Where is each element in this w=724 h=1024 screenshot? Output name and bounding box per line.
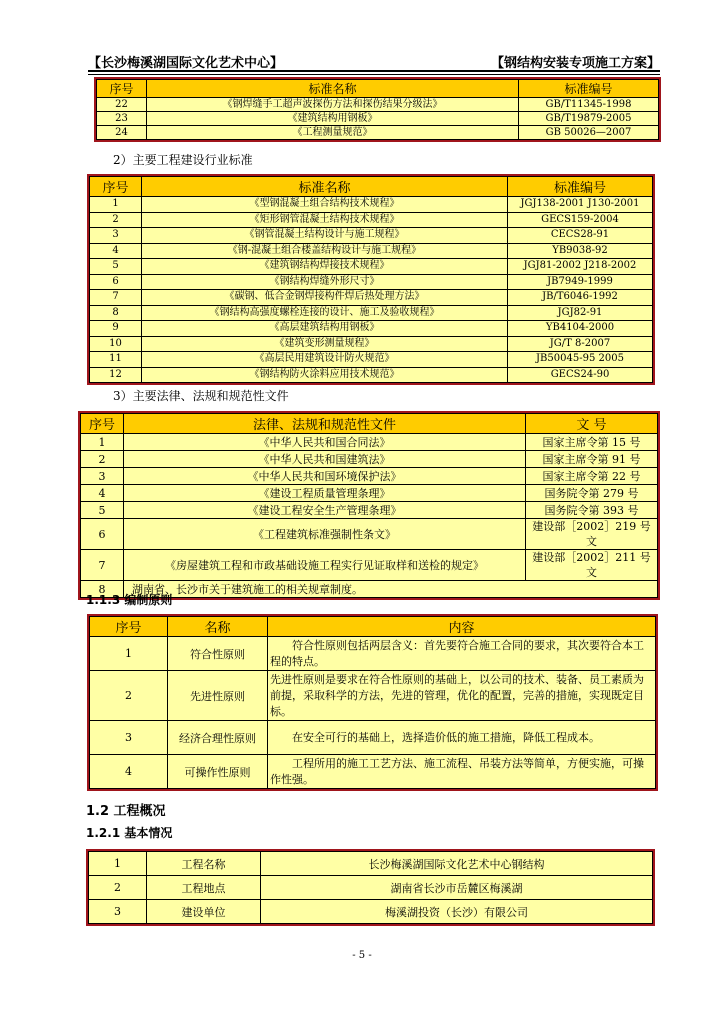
table-row (90, 290, 653, 306)
row-name: 《建筑结构用钢板》 (147, 112, 519, 126)
row-no: 6 (81, 519, 124, 550)
col-header-no: 序号 (81, 414, 124, 434)
col-header-no: 序号 (90, 177, 142, 197)
table-row (97, 112, 659, 126)
col-header-content: 内容 (268, 617, 656, 637)
row-no: 12 (90, 367, 142, 383)
row-name: 《高层民用建筑设计防火规范》 (142, 352, 508, 368)
row-document: 湖南省、长沙市关于建筑施工的相关规章制度。 (124, 581, 658, 598)
row-name: 《建筑变形测量规程》 (142, 336, 508, 352)
table-row (90, 228, 653, 244)
header-project-name: 【长沙梅溪湖国际文化艺术中心】 (88, 56, 284, 71)
row-name: 可操作性原则 (168, 755, 268, 789)
table-row (97, 126, 659, 140)
row-name: 先进性原则 (168, 671, 268, 721)
row-no: 2 (90, 212, 142, 228)
row-no: 10 (90, 336, 142, 352)
table-row (90, 212, 653, 228)
row-name: 《钢结构焊缝外形尺寸》 (142, 274, 508, 290)
row-name: 《钢结构防火涂料应用技术规范》 (142, 367, 508, 383)
row-content: 在安全可行的基础上，选择造价低的施工措施，降低工程成本。 (268, 721, 656, 755)
row-no: 2 (89, 876, 147, 900)
col-header-name: 名称 (168, 617, 268, 637)
table-row (90, 274, 653, 290)
col-header-code: 标准编号 (519, 80, 659, 98)
row-content: 工程所用的施工工艺方法、施工流程、吊装方法等简单，方便实施，可操作性强。 (268, 755, 656, 789)
table-row (90, 197, 653, 213)
col-header-name: 标准名称 (147, 80, 519, 98)
row-no: 5 (81, 502, 124, 519)
section-project-overview: 1.2 工程概况 (86, 804, 166, 819)
row-no: 5 (90, 259, 142, 275)
section-industry-standards: 2）主要工程建设行业标准 (113, 153, 253, 167)
table-row (90, 336, 653, 352)
row-code: JB7949-1999 (508, 274, 653, 290)
row-document: 《中华人民共和国合同法》 (124, 434, 526, 451)
row-code: YB9038-92 (508, 243, 653, 259)
section-basic-info: 1.2.1 基本情况 (86, 826, 173, 840)
row-value: 长沙梅溪湖国际文化艺术中心钢结构 (261, 852, 653, 876)
table-row (89, 900, 653, 924)
row-code: YB4104-2000 (508, 321, 653, 337)
row-no: 3 (81, 468, 124, 485)
row-document: 《工程建筑标准强制性条文》 (124, 519, 526, 550)
row-no: 7 (90, 290, 142, 306)
table-row (89, 876, 653, 900)
section-compilation-principles: 1.1.3 编制原则 (86, 593, 173, 607)
row-code: JGJ81-2002 J218-2002 (508, 259, 653, 275)
row-code: CECS28-91 (508, 228, 653, 244)
row-ref: 国家主席令第 91 号 (526, 451, 658, 468)
table-row (81, 502, 658, 519)
row-code: GECS159-2004 (508, 212, 653, 228)
row-name: 《钢-混凝土组合楼盖结构设计与施工规程》 (142, 243, 508, 259)
row-ref: 国务院令第 393 号 (526, 502, 658, 519)
row-no: 1 (81, 434, 124, 451)
table-row (81, 434, 658, 451)
row-no: 6 (90, 274, 142, 290)
table-row (81, 468, 658, 485)
row-code: JB50045-95 2005 (508, 352, 653, 368)
page-header (88, 52, 660, 72)
table-row (90, 352, 653, 368)
table-row (90, 321, 653, 337)
row-field: 工程名称 (147, 852, 261, 876)
principles-table (89, 616, 656, 789)
row-name: 《矩形钢管混凝土结构技术规程》 (142, 212, 508, 228)
row-ref: 国家主席令第 15 号 (526, 434, 658, 451)
col-header-no: 序号 (90, 617, 168, 637)
row-code: JGJ82-91 (508, 305, 653, 321)
row-no: 24 (97, 126, 147, 140)
row-field: 工程地点 (147, 876, 261, 900)
row-name: 经济合理性原则 (168, 721, 268, 755)
row-no: 4 (81, 485, 124, 502)
basic-info-table (88, 851, 653, 924)
row-value: 湖南省长沙市岳麓区梅溪湖 (261, 876, 653, 900)
row-name: 符合性原则 (168, 637, 268, 671)
table-row (89, 852, 653, 876)
row-code: GB 50026—2007 (519, 126, 659, 140)
table-row (90, 721, 656, 755)
header-rule (88, 74, 660, 75)
row-no: 8 (90, 305, 142, 321)
row-document: 《建设工程安全生产管理条理》 (124, 502, 526, 519)
table-row (81, 485, 658, 502)
row-no: 8 (81, 581, 124, 598)
table-row (90, 671, 656, 721)
row-no: 2 (81, 451, 124, 468)
table-row (90, 243, 653, 259)
row-code: GB/T11345-1998 (519, 98, 659, 112)
row-document: 《中华人民共和国环境保护法》 (124, 468, 526, 485)
table-row (90, 755, 656, 789)
header-document-title: 【钢结构安装专项施工方案】 (490, 56, 660, 71)
row-no: 2 (90, 671, 168, 721)
col-header-name: 标准名称 (142, 177, 508, 197)
row-field: 建设单位 (147, 900, 261, 924)
col-header-no: 序号 (97, 80, 147, 98)
row-ref: 建设部［2002］211 号文 (526, 550, 658, 581)
row-no: 1 (90, 197, 142, 213)
row-name: 《高层建筑结构用钢板》 (142, 321, 508, 337)
row-ref: 建设部［2002］219 号文 (526, 519, 658, 550)
row-document: 《房屋建筑工程和市政基础设施工程实行见证取样和送检的规定》 (124, 550, 526, 581)
row-no: 4 (90, 243, 142, 259)
row-document: 《建设工程质量管理条理》 (124, 485, 526, 502)
table-row (90, 367, 653, 383)
table-row (81, 550, 658, 581)
row-no: 3 (90, 228, 142, 244)
row-no: 7 (81, 550, 124, 581)
col-header-ref: 文 号 (526, 414, 658, 434)
row-no: 9 (90, 321, 142, 337)
page-number: - 5 - (352, 950, 372, 961)
table-row (90, 305, 653, 321)
row-document: 《中华人民共和国建筑法》 (124, 451, 526, 468)
row-content: 先进性原则是要求在符合性原则的基础上，以公司的技术、装备、员工素质为前提，采取科学的方法，先进的管理，优化的配置，完善的措施，实现既定目标。 (268, 671, 656, 721)
row-no: 22 (97, 98, 147, 112)
row-code: GB/T19879-2005 (519, 112, 659, 126)
row-name: 《碳钢、低合金钢焊接构件焊后热处理方法》 (142, 290, 508, 306)
table-row (90, 637, 656, 671)
row-no: 1 (89, 852, 147, 876)
row-no: 11 (90, 352, 142, 368)
row-name: 《钢结构高强度螺栓连接的设计、施工及验收规程》 (142, 305, 508, 321)
row-code: JGJ138-2001 J130-2001 (508, 197, 653, 213)
section-laws-regulations: 3）主要法律、法规和规范性文件 (113, 389, 289, 403)
row-code: JG/T 8-2007 (508, 336, 653, 352)
row-no: 3 (89, 900, 147, 924)
industry-standards-table (89, 176, 653, 383)
row-code: JB/T6046-1992 (508, 290, 653, 306)
table-row (90, 259, 653, 275)
col-header-code: 标准编号 (508, 177, 653, 197)
row-no: 3 (90, 721, 168, 755)
row-no: 23 (97, 112, 147, 126)
row-name: 《型钢混凝土组合结构技术规程》 (142, 197, 508, 213)
row-ref: 国务院令第 279 号 (526, 485, 658, 502)
row-name: 《钢焊缝手工超声波探伤方法和探伤结果分级法》 (147, 98, 519, 112)
row-content: 符合性原则包括两层含义：首先要符合施工合同的要求，其次要符合本工程的特点。 (268, 637, 656, 671)
laws-regulations-table (80, 413, 658, 598)
row-name: 《工程测量规范》 (147, 126, 519, 140)
national-standards-table (96, 79, 659, 140)
row-ref: 国家主席令第 22 号 (526, 468, 658, 485)
row-value: 梅溪湖投资（长沙）有限公司 (261, 900, 653, 924)
table-row (81, 451, 658, 468)
row-no: 4 (90, 755, 168, 789)
table-row (81, 519, 658, 550)
table-row (97, 98, 659, 112)
row-code: GECS24-90 (508, 367, 653, 383)
row-name: 《钢管混凝土结构设计与施工规程》 (142, 228, 508, 244)
row-no: 1 (90, 637, 168, 671)
col-header-document: 法律、法规和规范性文件 (124, 414, 526, 434)
row-name: 《建筑钢结构焊接技术规程》 (142, 259, 508, 275)
